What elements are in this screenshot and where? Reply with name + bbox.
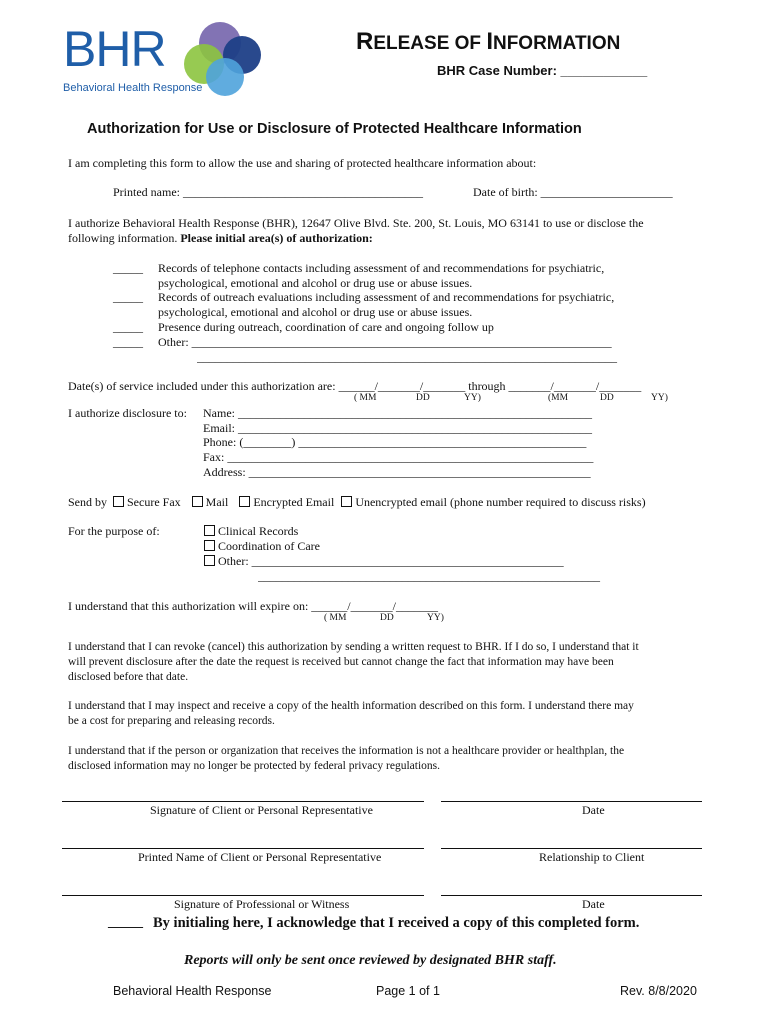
purpose-other-continued[interactable]: _________________________________________________________	[258, 569, 600, 583]
relationship-line[interactable]	[441, 848, 702, 849]
title-rest-2: NFORMATION	[492, 33, 621, 54]
secure-fax-checkbox[interactable]	[113, 496, 124, 507]
clinical-records-checkbox[interactable]	[204, 525, 215, 536]
initial-blank-3[interactable]: _____	[113, 320, 143, 334]
authorize-text-1: I authorize Behavioral Health Response (BHR), 12647 Olive Blvd. Ste. 200, St. Louis, MO 63141 to use or disclose the	[68, 216, 644, 230]
unencrypted-email-label: Unencrypted email (phone number required to discuss risks)	[355, 495, 646, 509]
revoke-text-2: will prevent disclosure after the date the request is received but cannot change the fact that information may have been	[68, 656, 614, 668]
send-by-label: Send by	[68, 495, 107, 509]
footer-organization: Behavioral Health Response	[113, 984, 272, 998]
expire-yy: YY)	[427, 613, 444, 623]
service-dates-field[interactable]: Date(s) of service included under this authorization are: ______/_______/_______ through _______/_______/_______	[68, 379, 642, 393]
privacy-text-1: I understand that if the person or organization that receives the information is not a healthcare provider or healthplan, the	[68, 745, 625, 757]
case-number-field[interactable]: BHR Case Number: ____________	[437, 63, 648, 78]
purpose-option-coordination	[204, 539, 320, 554]
client-signature-line[interactable]	[62, 801, 424, 802]
mail-label: Mail	[205, 495, 229, 509]
initial-blank-4[interactable]: _____	[113, 335, 143, 349]
reports-note: Reports will only be sent once reviewed by designated BHR staff.	[184, 953, 557, 968]
printed-name-label: Printed Name of Client or Personal Representative	[138, 850, 382, 864]
service-dd-2: DD	[600, 393, 614, 403]
purpose-other-checkbox[interactable]	[204, 555, 215, 566]
revoke-text-3: disclosed before that date.	[68, 671, 189, 683]
disclosure-label: I authorize disclosure to:	[68, 406, 187, 420]
expiration-date-field[interactable]: I understand that this authorization will expire on: ______/_______/_______	[68, 599, 438, 613]
initial-blank-1[interactable]: _____	[113, 261, 143, 275]
inspect-text-1: I understand that I may inspect and receive a copy of the health information described on this form. I understand there may	[68, 700, 634, 712]
title-rest-1: ELEASE OF	[373, 33, 487, 54]
purpose-option-other	[204, 554, 636, 569]
dob-field[interactable]: Date of birth: ______________________	[473, 185, 673, 199]
record-option-other[interactable]: Other: ______________________________________________________________________	[158, 335, 612, 349]
record-option-1b: psychological, emotional and alcohol or drug use or abuse issues.	[158, 276, 473, 290]
unencrypted-email-checkbox[interactable]	[341, 496, 352, 507]
coordination-checkbox[interactable]	[204, 540, 215, 551]
coordination-label: Coordination of Care	[218, 539, 320, 553]
record-option-1a: Records of telephone contacts including assessment of and recommendations for psychiatric,	[158, 261, 605, 275]
encrypted-email-label: Encrypted Email	[253, 495, 335, 509]
witness-signature-label: Signature of Professional or Witness	[174, 897, 350, 911]
form-subtitle: Authorization for Use or Disclosure of Protected Healthcare Information	[87, 121, 582, 137]
title-cap-r: R	[356, 28, 374, 55]
intro-text: I am completing this form to allow the use and sharing of protected healthcare information about:	[68, 156, 537, 170]
authorize-text-2	[68, 231, 373, 246]
purpose-option-clinical	[204, 524, 298, 539]
service-dd: DD	[416, 393, 430, 403]
logo-tagline: Behavioral Health Response	[63, 82, 203, 94]
recipient-name-field[interactable]: Name: ___________________________________________________________	[203, 406, 592, 420]
client-signature-date-line[interactable]	[441, 801, 702, 802]
client-date-label: Date	[582, 803, 605, 817]
purpose-other-field[interactable]: Other: ____________________________________________________	[218, 554, 564, 568]
expire-dd: DD	[380, 613, 394, 623]
initial-blank-2[interactable]: _____	[113, 290, 143, 304]
relationship-label: Relationship to Client	[539, 850, 645, 864]
logo-wordmark: BHR	[63, 21, 166, 77]
printed-name-line[interactable]	[62, 848, 424, 849]
purpose-label: For the purpose of:	[68, 524, 160, 538]
inspect-text-2: be a cost for preparing and releasing records.	[68, 715, 275, 727]
send-by-row	[68, 495, 646, 510]
record-option-2b: psychological, emotional and alcohol or drug use or abuse issues.	[158, 305, 473, 319]
mail-checkbox[interactable]	[192, 496, 203, 507]
printed-name-field[interactable]: Printed name: ________________________________________	[113, 185, 423, 199]
recipient-email-field[interactable]: Email: ___________________________________________________________	[203, 421, 592, 435]
acknowledge-text: By initialing here, I acknowledge that I received a copy of this completed form.	[153, 915, 640, 931]
bhr-logo	[60, 18, 265, 100]
witness-signature-line[interactable]	[62, 895, 424, 896]
witness-date-label: Date	[582, 897, 605, 911]
service-mm: ( MM	[354, 393, 377, 403]
authorize-text-2a: following information.	[68, 231, 178, 245]
clinical-records-label: Clinical Records	[218, 524, 299, 538]
page-title	[356, 28, 620, 56]
record-option-2a: Records of outreach evaluations including assessment of and recommendations for psychiatric,	[158, 290, 615, 304]
acknowledge-initial-blank[interactable]: _____	[108, 915, 143, 930]
record-option-3: Presence during outreach, coordination of care and ongoing follow up	[158, 320, 494, 334]
service-mm-2: (MM	[548, 393, 569, 403]
footer-page-number: Page 1 of 1	[376, 984, 440, 998]
service-yy-2: YY)	[651, 393, 668, 403]
witness-date-line[interactable]	[441, 895, 702, 896]
expire-mm: ( MM	[324, 613, 347, 623]
title-cap-i: I	[486, 28, 493, 55]
recipient-phone-field[interactable]: Phone: (________) ________________________________________________	[203, 435, 587, 449]
footer-revision: Rev. 8/8/2020	[620, 984, 697, 998]
revoke-text-1: I understand that I can revoke (cancel) this authorization by sending a written request to BHR. If I do so, I understand that it	[68, 641, 639, 653]
service-yy: YY)	[464, 393, 481, 403]
recipient-address-field[interactable]: Address: _________________________________________________________	[203, 465, 591, 479]
initial-instruction: Please initial area(s) of authorization:	[180, 231, 373, 245]
encrypted-email-checkbox[interactable]	[239, 496, 250, 507]
secure-fax-label: Secure Fax	[127, 495, 181, 509]
record-other-continued[interactable]: ______________________________________________________________________	[197, 350, 617, 364]
client-signature-label: Signature of Client or Personal Representative	[150, 803, 373, 817]
privacy-text-2: disclosed information may no longer be protected by federal privacy regulations.	[68, 760, 441, 772]
recipient-fax-field[interactable]: Fax: _____________________________________________________________	[203, 450, 594, 464]
